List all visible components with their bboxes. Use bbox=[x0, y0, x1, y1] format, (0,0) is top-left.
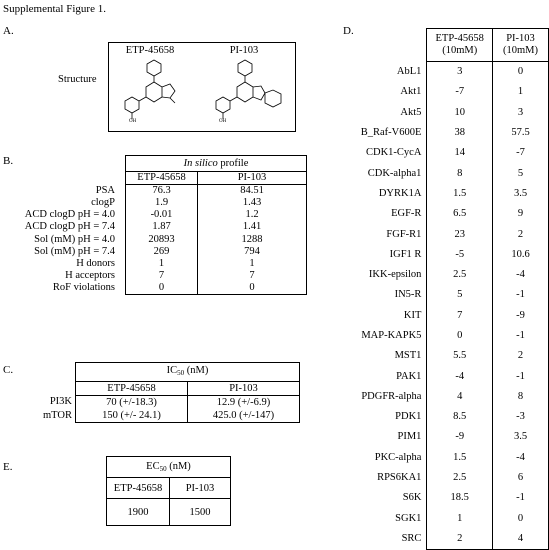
kinase-panel-table bbox=[350, 28, 549, 550]
table-cell: -7 bbox=[493, 143, 549, 163]
col-header-pi103: PI-103 (10mM) bbox=[493, 29, 549, 62]
table-row bbox=[350, 62, 549, 83]
table-row bbox=[3, 233, 307, 245]
table-cell: 150 (+/- 24.1) bbox=[76, 409, 188, 423]
table-row bbox=[350, 123, 549, 143]
table-row bbox=[3, 209, 307, 221]
table-cell: 6.5 bbox=[427, 204, 493, 224]
table-cell: -4 bbox=[493, 265, 549, 285]
table-cell: -1 bbox=[493, 326, 549, 346]
table-cell: Akt5 bbox=[400, 106, 422, 118]
panel-c-label: C. bbox=[3, 364, 14, 376]
table-cell: 2.5 bbox=[427, 468, 493, 488]
table-cell: B_Raf-V600E bbox=[360, 127, 422, 139]
table-row bbox=[350, 265, 549, 285]
table-cell: -3 bbox=[493, 407, 549, 427]
table-cell: 0 bbox=[427, 326, 493, 346]
table-cell: DYRK1A bbox=[378, 187, 422, 199]
table-cell: 3.5 bbox=[493, 184, 549, 204]
table-row bbox=[350, 184, 549, 204]
table-cell: 7 bbox=[198, 270, 307, 282]
table-cell: 1.2 bbox=[198, 209, 307, 221]
col-header-pi103: PI-103 bbox=[198, 172, 307, 185]
table-cell: 23 bbox=[427, 224, 493, 244]
table-cell: RoF violations bbox=[52, 282, 115, 294]
table-cell: 2.5 bbox=[427, 265, 493, 285]
panel-d-label: D. bbox=[343, 25, 354, 37]
table-cell: -0.01 bbox=[126, 209, 198, 221]
table-cell: Akt1 bbox=[400, 86, 422, 98]
table-cell: 1288 bbox=[198, 233, 307, 245]
table-cell: PSA bbox=[95, 184, 115, 196]
table-cell: SRC bbox=[401, 533, 422, 545]
table-cell: mTOR bbox=[43, 409, 72, 421]
table-cell: 8 bbox=[493, 387, 549, 407]
table-cell: MST1 bbox=[394, 350, 422, 362]
table-row bbox=[350, 346, 549, 366]
panel-a-label: A. bbox=[3, 25, 14, 37]
table-cell: MAP-KAPK5 bbox=[361, 330, 422, 341]
table-cell: PIM1 bbox=[397, 431, 422, 443]
table-cell: PKC-alpha bbox=[374, 451, 422, 463]
table-cell bbox=[3, 172, 126, 185]
table-cell: AbL1 bbox=[396, 65, 422, 77]
table-cell: 57.5 bbox=[493, 123, 549, 143]
table-row bbox=[350, 306, 549, 326]
table-cell: 18.5 bbox=[427, 488, 493, 508]
table-row bbox=[350, 509, 549, 529]
table-cell: 6 bbox=[493, 468, 549, 488]
structure-name-etp: ETP-45658 bbox=[125, 45, 175, 56]
etp-oh-label: OH bbox=[129, 119, 137, 124]
table-cell: 3.5 bbox=[493, 427, 549, 447]
table-row bbox=[350, 387, 549, 407]
table-cell: 2 bbox=[493, 224, 549, 244]
table-cell: ACD clogD pH = 4.0 bbox=[24, 209, 115, 221]
table-cell: KIT bbox=[403, 309, 422, 321]
table-cell: -4 bbox=[427, 366, 493, 386]
table-cell: 1.5 bbox=[427, 184, 493, 204]
table-row bbox=[3, 197, 307, 209]
panel-b-label: B. bbox=[3, 155, 14, 167]
table-row bbox=[350, 163, 549, 183]
table-cell bbox=[3, 382, 76, 396]
table-cell: Sol (mM) pH = 7.4 bbox=[34, 245, 115, 257]
table-cell: H donors bbox=[76, 257, 115, 269]
table-row bbox=[350, 82, 549, 102]
table-cell: Sol (mM) pH = 4.0 bbox=[34, 233, 115, 245]
table-row bbox=[3, 282, 307, 295]
table-cell: CDK1-CycA bbox=[366, 147, 422, 159]
table-row bbox=[107, 499, 231, 526]
figure-title: Supplemental Figure 1. bbox=[3, 3, 106, 15]
table-row bbox=[3, 185, 307, 198]
table-cell: 10 bbox=[427, 103, 493, 123]
table-cell: 8 bbox=[427, 163, 493, 183]
col-header-pi103: PI-103 bbox=[188, 382, 300, 396]
table-row bbox=[350, 468, 549, 488]
table-cell: 2 bbox=[493, 346, 549, 366]
table-cell: 3 bbox=[493, 103, 549, 123]
table-row bbox=[350, 285, 549, 305]
table-cell: 1 bbox=[427, 509, 493, 529]
table-cell bbox=[350, 29, 427, 62]
ec50-table bbox=[106, 456, 231, 526]
in-silico-header: In silico profile bbox=[126, 156, 307, 172]
table-cell: 1900 bbox=[107, 499, 170, 526]
ic50-header: $IC_{50}$ (nM) bbox=[76, 363, 300, 382]
table-cell: 5.5 bbox=[427, 346, 493, 366]
table-row bbox=[3, 246, 307, 258]
table-cell: 425.0 (+/-147) bbox=[188, 409, 300, 423]
table-cell: 70 (+/-18.3) bbox=[76, 396, 188, 410]
table-cell: 9 bbox=[493, 204, 549, 224]
table-cell: clogP bbox=[91, 197, 115, 209]
col-header-etp: ETP-45658 (10mM) bbox=[427, 29, 493, 62]
table-cell: 5 bbox=[427, 285, 493, 305]
table-cell: S6K bbox=[402, 492, 422, 504]
table-row bbox=[350, 224, 549, 244]
pi103-oh-label: OH bbox=[219, 119, 227, 124]
table-cell: 4 bbox=[493, 529, 549, 550]
table-cell: 1 bbox=[493, 82, 549, 102]
table-cell: IN5-R bbox=[394, 289, 422, 301]
table-cell: IGF1 R bbox=[389, 248, 422, 260]
table-row bbox=[350, 448, 549, 468]
table-cell: 8.5 bbox=[427, 407, 493, 427]
table-cell: -9 bbox=[493, 306, 549, 326]
table-cell: CDK-alpha1 bbox=[367, 167, 422, 179]
table-cell: -1 bbox=[493, 366, 549, 386]
table-row bbox=[350, 103, 549, 123]
table-cell: -9 bbox=[427, 427, 493, 447]
table-cell: -7 bbox=[427, 82, 493, 102]
table-cell: 10.6 bbox=[493, 245, 549, 265]
table-cell: 5 bbox=[493, 163, 549, 183]
table-cell: -4 bbox=[493, 448, 549, 468]
structure-name-pi103: PI-103 bbox=[229, 45, 259, 56]
table-cell: PI3K bbox=[49, 396, 72, 408]
table-cell bbox=[3, 363, 76, 382]
table-cell: 269 bbox=[126, 246, 198, 258]
ic50-table bbox=[3, 362, 300, 423]
col-header-etp: ETP-45658 bbox=[107, 478, 170, 499]
table-row bbox=[3, 258, 307, 270]
table-cell: -1 bbox=[493, 488, 549, 508]
structure-box bbox=[108, 42, 296, 132]
table-cell: 3 bbox=[427, 62, 493, 83]
table-cell: 0 bbox=[198, 282, 307, 295]
table-cell: ACD clogD pH = 7.4 bbox=[24, 221, 115, 233]
table-cell: 2 bbox=[427, 529, 493, 550]
table-cell: SGK1 bbox=[395, 512, 422, 524]
ec50-header: $EC_{50}$ (nM) bbox=[107, 457, 231, 478]
table-cell: 1 bbox=[126, 258, 198, 270]
table-row bbox=[350, 245, 549, 265]
table-cell: FGF-R1 bbox=[386, 228, 422, 240]
table-cell: PDK1 bbox=[395, 411, 422, 423]
table-cell: 76.3 bbox=[126, 185, 198, 198]
col-header-etp: ETP-45658 bbox=[126, 172, 198, 185]
table-cell: 1.41 bbox=[198, 221, 307, 233]
table-row bbox=[3, 221, 307, 233]
table-cell: 1.87 bbox=[126, 221, 198, 233]
table-cell: 0 bbox=[493, 62, 549, 83]
structure-row-label: Structure bbox=[58, 74, 97, 85]
table-cell: 1.43 bbox=[198, 197, 307, 209]
col-header-etp: ETP-45658 bbox=[76, 382, 188, 396]
table-row bbox=[3, 270, 307, 282]
table-cell: 7 bbox=[427, 306, 493, 326]
table-row bbox=[350, 366, 549, 386]
table-cell: 14 bbox=[427, 143, 493, 163]
col-header-pi103: PI-103 bbox=[170, 478, 231, 499]
table-row bbox=[350, 488, 549, 508]
table-cell: 0 bbox=[493, 509, 549, 529]
table-cell: 1.5 bbox=[427, 448, 493, 468]
table-row bbox=[350, 326, 549, 346]
table-row bbox=[350, 143, 549, 163]
table-cell: IKK-epsilon bbox=[368, 269, 422, 281]
table-row bbox=[350, 407, 549, 427]
table-cell: 1500 bbox=[189, 506, 211, 518]
table-row bbox=[3, 396, 300, 410]
table-cell: 84.51 bbox=[198, 185, 307, 198]
table-cell: H acceptors bbox=[65, 269, 115, 281]
table-cell: 4 bbox=[427, 387, 493, 407]
table-cell: 0 bbox=[126, 282, 198, 295]
table-cell: EGF-R bbox=[391, 208, 422, 220]
table-row bbox=[350, 529, 549, 550]
table-cell: 12.9 (+/-6.9) bbox=[188, 396, 300, 410]
table-row bbox=[3, 409, 300, 423]
panel-e-label: E. bbox=[3, 461, 13, 473]
table-cell: -5 bbox=[427, 245, 493, 265]
in-silico-profile-table bbox=[3, 155, 307, 295]
table-cell: 20893 bbox=[126, 233, 198, 245]
table-cell: RPS6KA1 bbox=[377, 472, 422, 484]
table-cell bbox=[3, 156, 126, 172]
table-row bbox=[350, 204, 549, 224]
table-cell: PAK1 bbox=[396, 370, 422, 382]
table-row bbox=[350, 427, 549, 447]
table-cell: PDGFR-alpha bbox=[361, 390, 422, 402]
table-cell: -1 bbox=[493, 285, 549, 305]
table-cell: 38 bbox=[427, 123, 493, 143]
table-cell: 794 bbox=[198, 246, 307, 258]
table-cell: 1 bbox=[198, 258, 307, 270]
table-cell: 7 bbox=[126, 270, 198, 282]
table-cell: 1.9 bbox=[126, 197, 198, 209]
